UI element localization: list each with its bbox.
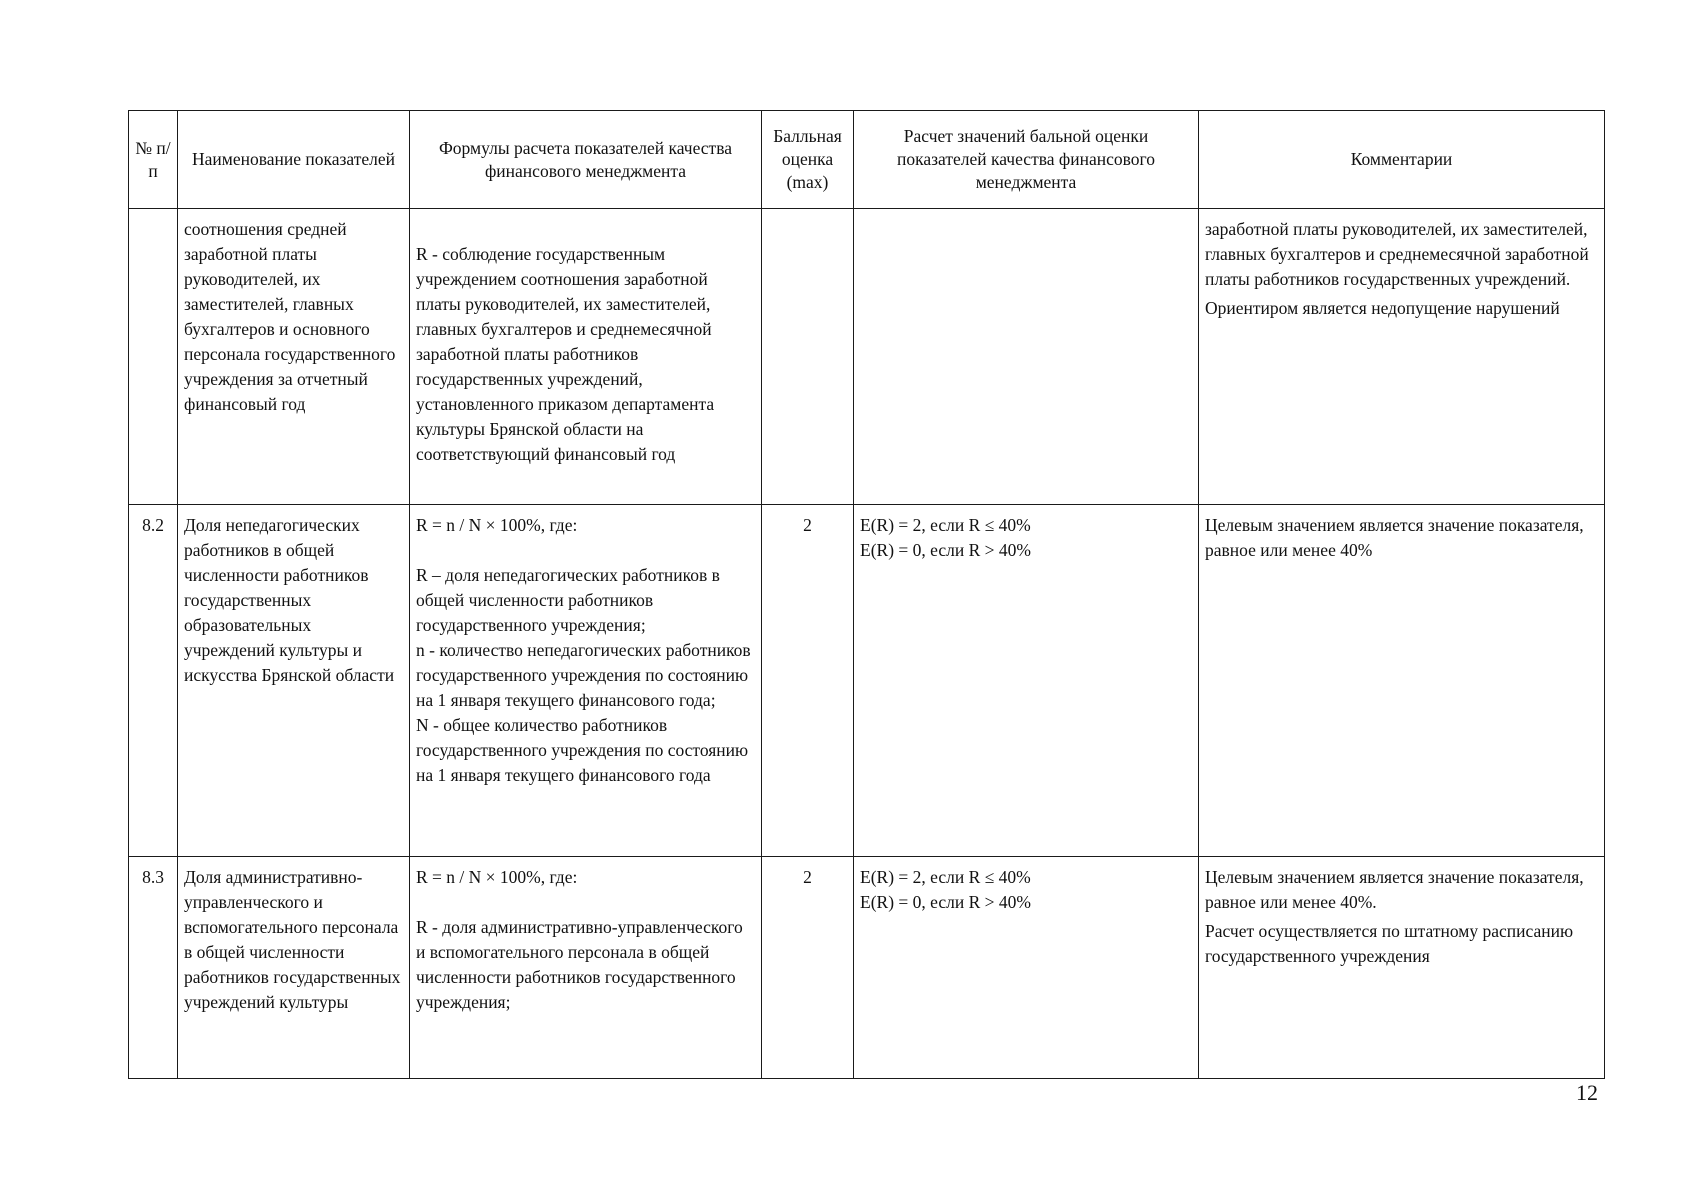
comment-cell	[1199, 505, 1605, 857]
calculation-line: E(R) = 2, если R ≤ 40%	[860, 867, 1031, 887]
table-body	[129, 209, 1605, 1079]
row-number-cell	[129, 209, 178, 505]
max-score-cell	[762, 209, 854, 505]
blank-line	[416, 890, 755, 915]
comment-cell	[1199, 857, 1605, 1079]
comment-paragraph: заработной платы руководителей, их заместителей, главных бухгалтеров и среднемесячной заработной платы работников государственных учреждений.	[1205, 219, 1589, 289]
table-row	[129, 857, 1605, 1079]
formula-line: N - общее количество работников государственного учреждения по состоянию на 1 января текущего финансового года	[416, 715, 749, 785]
score-calculation-cell	[854, 505, 1199, 857]
comment-cell	[1199, 209, 1605, 505]
formula-cell	[410, 505, 762, 857]
formula-cell	[410, 857, 762, 1079]
calculation-line: E(R) = 2, если R ≤ 40%	[860, 515, 1031, 535]
page-number: 12	[1576, 1080, 1598, 1105]
header-calc: Расчет значений бальной оценки показателей качества финансового менеджмента	[854, 111, 1199, 209]
max-score-cell: 2	[762, 505, 854, 857]
comment-paragraph: Целевым значением является значение показателя, равное или менее 40%	[1205, 515, 1584, 560]
formula-line: n - количество непедагогических работников государственного учреждения по состоянию на 1 января текущего финансового года;	[416, 640, 751, 710]
header-score: Балльная оценка (max)	[762, 111, 854, 209]
table-row	[129, 209, 1605, 505]
header-formula: Формулы расчета показателей качества финансового менеджмента	[410, 111, 762, 209]
indicator-name-cell: соотношения средней заработной платы руководителей, их заместителей, главных бухгалтеров и основного персонала государственного учреждения за отчетный финансовый год	[178, 209, 410, 505]
document-page	[128, 110, 1604, 1079]
blank-line	[416, 538, 755, 563]
score-calculation-cell	[854, 209, 1199, 505]
header-num: № п/п	[129, 111, 178, 209]
header-name: Наименование показателей	[178, 111, 410, 209]
indicator-name-cell: Доля административно-управленческого и вспомогательного персонала в общей численности работников государственных учреждений культуры	[178, 857, 410, 1079]
table-row	[129, 505, 1605, 857]
comment-paragraph: Ориентиром является недопущение нарушений	[1205, 298, 1560, 318]
formula-line: R – доля непедагогических работников в общей численности работников государственного учреждения;	[416, 565, 720, 635]
formula-cell	[410, 209, 762, 505]
blank-line	[416, 217, 755, 242]
max-score-cell: 2	[762, 857, 854, 1079]
comment-paragraph: Целевым значением является значение показателя, равное или менее 40%.	[1205, 867, 1584, 912]
formula-line: R = n / N × 100%, где:	[416, 867, 578, 887]
score-calculation-cell	[854, 857, 1199, 1079]
formula-line: R - доля административно-управленческого и вспомогательного персонала в общей численности работников государственного учреждения;	[416, 917, 743, 1012]
comment-paragraph: Расчет осуществляется по штатному расписанию государственного учреждения	[1205, 921, 1574, 966]
header-comment: Комментарии	[1199, 111, 1605, 209]
formula-line: R - соблюдение государственным учреждением соотношения заработной платы руководителей, их заместителей, главных бухгалтеров и среднемесячной заработной платы работников государственных учреждений, установленного приказом департамента культуры Брянской области на соответствующий финансовый год	[416, 244, 715, 464]
row-number-cell: 8.3	[129, 857, 178, 1079]
indicator-name-cell: Доля непедагогических работников в общей численности работников государственных образовательных учреждений культуры и искусства Брянской области	[178, 505, 410, 857]
table-header-row	[129, 111, 1605, 209]
formula-line: R = n / N × 100%, где:	[416, 515, 578, 535]
row-number-cell: 8.2	[129, 505, 178, 857]
indicators-table	[128, 110, 1605, 1079]
calculation-line: E(R) = 0, если R > 40%	[860, 540, 1031, 560]
calculation-line: E(R) = 0, если R > 40%	[860, 892, 1031, 912]
